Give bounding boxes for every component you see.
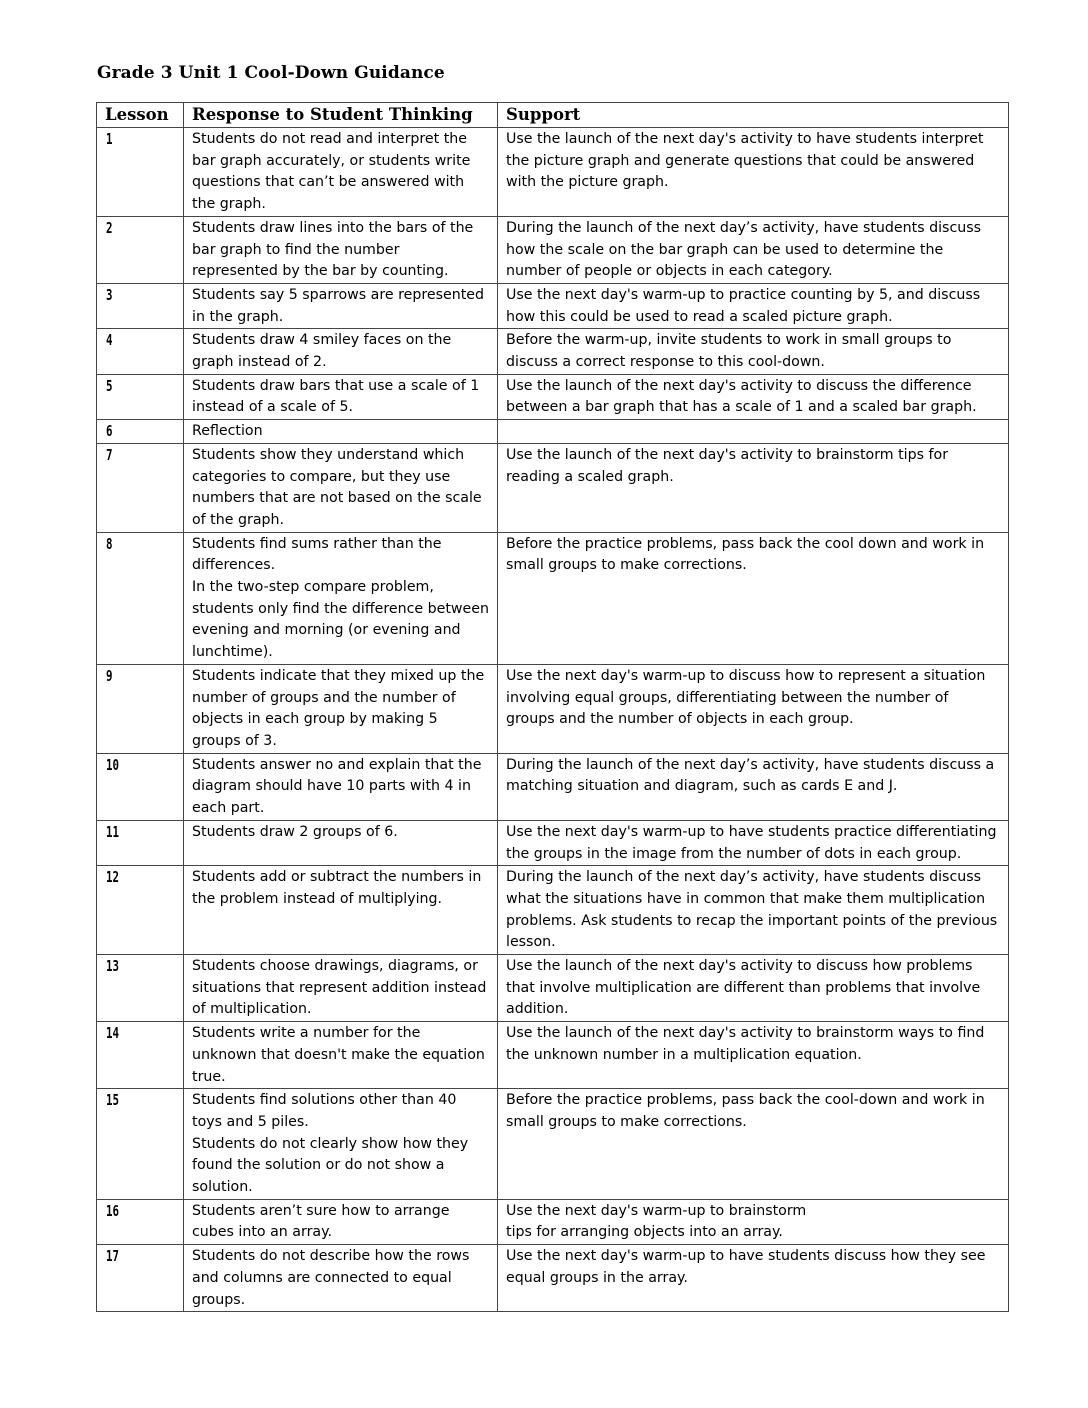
support-text: Use the next day's warm-up to have students practice differentiating the groups in the image from the number of dots in each group. <box>506 823 997 862</box>
lesson-number: 1 <box>106 130 113 148</box>
lesson-number-cell <box>97 955 184 1022</box>
lesson-number-cell <box>97 374 184 419</box>
table-row <box>97 329 1009 374</box>
lesson-number: 5 <box>106 376 113 395</box>
support-text: Use the next day's warm-up to discuss how to represent a situation involving equal groups, differentiating between the number of groups and the number of objects in each group. <box>506 667 986 728</box>
header-support: Support <box>498 103 1009 128</box>
response-cell <box>184 374 498 419</box>
response-text: Students draw 4 smiley faces on the graph instead of 2. <box>192 332 452 371</box>
lesson-number-cell <box>97 128 184 217</box>
support-cell <box>498 329 1009 374</box>
lesson-number: 13 <box>106 957 120 976</box>
table-row <box>97 955 1009 1022</box>
response-cell <box>184 753 498 820</box>
support-cell <box>498 532 1009 664</box>
table-row <box>97 283 1009 328</box>
lesson-number-cell <box>97 216 184 283</box>
support-cell <box>498 443 1009 532</box>
response-text: Students add or subtract the numbers in the problem instead of multiplying. <box>192 869 482 907</box>
lesson-number: 10 <box>106 755 120 774</box>
response-text: Students aren’t sure how to arrange cubes into an array. <box>192 1202 450 1241</box>
support-cell <box>498 820 1009 865</box>
support-text: Use the next day's warm-up to practice counting by 5, and discuss how this could be used to read a scaled picture graph. <box>506 286 981 325</box>
lesson-number-cell <box>97 1089 184 1200</box>
table-row <box>97 1199 1009 1244</box>
lesson-number: 2 <box>106 218 113 237</box>
lesson-number: 16 <box>106 1201 120 1220</box>
lesson-number-cell <box>97 443 184 532</box>
header-lesson: Lesson <box>97 103 184 128</box>
lesson-number-cell <box>97 820 184 865</box>
table-row <box>97 1022 1009 1089</box>
support-cell <box>498 420 1009 444</box>
lesson-number-cell <box>97 283 184 328</box>
support-cell <box>498 753 1009 820</box>
lesson-number-cell <box>97 532 184 664</box>
support-text: Use the next day's warm-up to brainstorm <box>506 1202 807 1219</box>
support-text: Before the practice problems, pass back the cool down and work in small groups to make corrections. <box>506 535 985 574</box>
lesson-number-cell <box>97 664 184 753</box>
support-cell <box>498 283 1009 328</box>
response-text: Students draw lines into the bars of the bar graph to find the number represented by the bar by counting. <box>192 219 474 280</box>
guidance-table <box>96 102 1009 1312</box>
response-cell <box>184 283 498 328</box>
lesson-number-cell <box>97 329 184 374</box>
lesson-number-cell <box>97 1199 184 1244</box>
lesson-number: 3 <box>106 285 113 304</box>
lesson-number-cell <box>97 866 184 955</box>
lesson-number: 17 <box>106 1247 120 1266</box>
support-text <box>506 421 1000 443</box>
table-row <box>97 866 1009 955</box>
response-cell <box>184 1089 498 1200</box>
response-cell <box>184 532 498 664</box>
support-cell <box>498 955 1009 1022</box>
page-title: Grade 3 Unit 1 Cool-Down Guidance <box>97 63 445 83</box>
support-text: Before the warm-up, invite students to work in small groups to discuss a correct response to this cool-down. <box>506 332 952 371</box>
support-text: Use the next day's warm-up to have students discuss how they see equal groups in the array. <box>506 1248 986 1286</box>
support-text: Use the launch of the next day's activity to discuss the difference between a bar graph that has a scale of 1 and a scaled bar graph. <box>506 377 977 416</box>
support-cell <box>498 1022 1009 1089</box>
support-text: During the launch of the next day’s activity, have students discuss a matching situation and diagram, such as cards E and J. <box>506 756 995 795</box>
table-row <box>97 420 1009 444</box>
response-cell <box>184 1245 498 1312</box>
table-row <box>97 1245 1009 1312</box>
support-cell <box>498 664 1009 753</box>
response-text: Students do not describe how the rows and columns are connected to equal groups. <box>192 1248 470 1308</box>
lesson-number: 4 <box>106 331 113 350</box>
support-text: Before the practice problems, pass back the cool-down and work in small groups to make corrections. <box>506 1092 985 1130</box>
support-text: Use the launch of the next day's activity to have students interpret the picture graph and generate questions that could be answered with the picture graph. <box>506 131 984 191</box>
lesson-number: 8 <box>106 534 113 553</box>
table-row <box>97 374 1009 419</box>
response-text: Students answer no and explain that the diagram should have 10 parts with 4 in each part. <box>192 756 482 817</box>
response-text: Students draw 2 groups of 6. <box>192 823 398 840</box>
table-body <box>97 128 1009 1312</box>
support-cell <box>498 128 1009 217</box>
response-text: Students write a number for the unknown that doesn't make the equation true. <box>192 1025 485 1085</box>
lesson-number: 15 <box>106 1091 120 1110</box>
table-row <box>97 216 1009 283</box>
lesson-number-cell <box>97 753 184 820</box>
response-cell <box>184 216 498 283</box>
table-row <box>97 532 1009 664</box>
response-cell <box>184 955 498 1022</box>
response-text: Students find solutions other than 40 toys and 5 piles. <box>192 1092 457 1130</box>
lesson-number: 7 <box>106 445 113 464</box>
lesson-number: 12 <box>106 868 120 887</box>
table-row <box>97 443 1009 532</box>
response-text: Students say 5 sparrows are represented in the graph. <box>192 286 485 325</box>
table-row <box>97 664 1009 753</box>
response-text: In the two-step compare problem, students only find the difference between evening and morning (or evening and lunchtime). <box>192 579 489 661</box>
table-header-row <box>97 103 1009 128</box>
response-cell <box>184 1022 498 1089</box>
header-response: Response to Student Thinking <box>184 103 498 128</box>
support-cell <box>498 374 1009 419</box>
response-cell <box>184 443 498 532</box>
support-cell <box>498 1245 1009 1312</box>
response-cell <box>184 1199 498 1244</box>
table-row <box>97 753 1009 820</box>
response-cell <box>184 128 498 217</box>
support-text: During the launch of the next day’s activity, have students discuss how the scale on the bar graph can be used to determine the number of people or objects in each category. <box>506 219 982 280</box>
response-cell <box>184 420 498 444</box>
response-text: Students do not clearly show how they found the solution or do not show a solution. <box>192 1135 469 1196</box>
lesson-number: 11 <box>106 822 120 841</box>
lesson-number-cell <box>97 420 184 444</box>
response-cell <box>184 664 498 753</box>
support-cell <box>498 866 1009 955</box>
lesson-number: 14 <box>106 1024 120 1043</box>
lesson-number-cell <box>97 1022 184 1089</box>
response-text: Students draw bars that use a scale of 1 instead of a scale of 5. <box>192 377 480 416</box>
table-row <box>97 128 1009 217</box>
response-text: Students find sums rather than the differences. <box>192 535 442 574</box>
lesson-number: 9 <box>106 666 113 685</box>
response-text: Students show they understand which categories to compare, but they use numbers that are not based on the scale of the graph. <box>192 446 482 528</box>
response-text: Students do not read and interpret the bar graph accurately, or students write questions that can’t be answered with the graph. <box>192 131 471 213</box>
response-text: Students indicate that they mixed up the number of groups and the number of objects in each group by making 5 groups of 3. <box>192 667 485 749</box>
support-text: Use the launch of the next day's activity to discuss how problems that involve multiplication are different than problems that involve addition. <box>506 958 981 1018</box>
support-cell <box>498 1199 1009 1244</box>
response-text: Students choose drawings, diagrams, or situations that represent addition instead of multiplication. <box>192 958 487 1018</box>
support-text: tips for arranging objects into an array. <box>506 1224 783 1241</box>
lesson-number-cell <box>97 1245 184 1312</box>
response-cell <box>184 820 498 865</box>
response-text: Reflection <box>192 423 263 440</box>
response-cell <box>184 866 498 955</box>
response-cell <box>184 329 498 374</box>
lesson-number: 6 <box>106 422 113 441</box>
table-row <box>97 820 1009 865</box>
table-row <box>97 1089 1009 1200</box>
support-cell <box>498 216 1009 283</box>
support-cell <box>498 1089 1009 1200</box>
support-text: Use the launch of the next day's activity to brainstorm ways to find the unknown number in a multiplication equation. <box>506 1025 985 1063</box>
support-text: During the launch of the next day’s activity, have students discuss what the situations have in common that make them multiplication problems. Ask students to recap the important points of the previous lesson. <box>506 869 998 951</box>
support-text: Use the launch of the next day's activity to brainstorm tips for reading a scaled graph. <box>506 446 949 485</box>
